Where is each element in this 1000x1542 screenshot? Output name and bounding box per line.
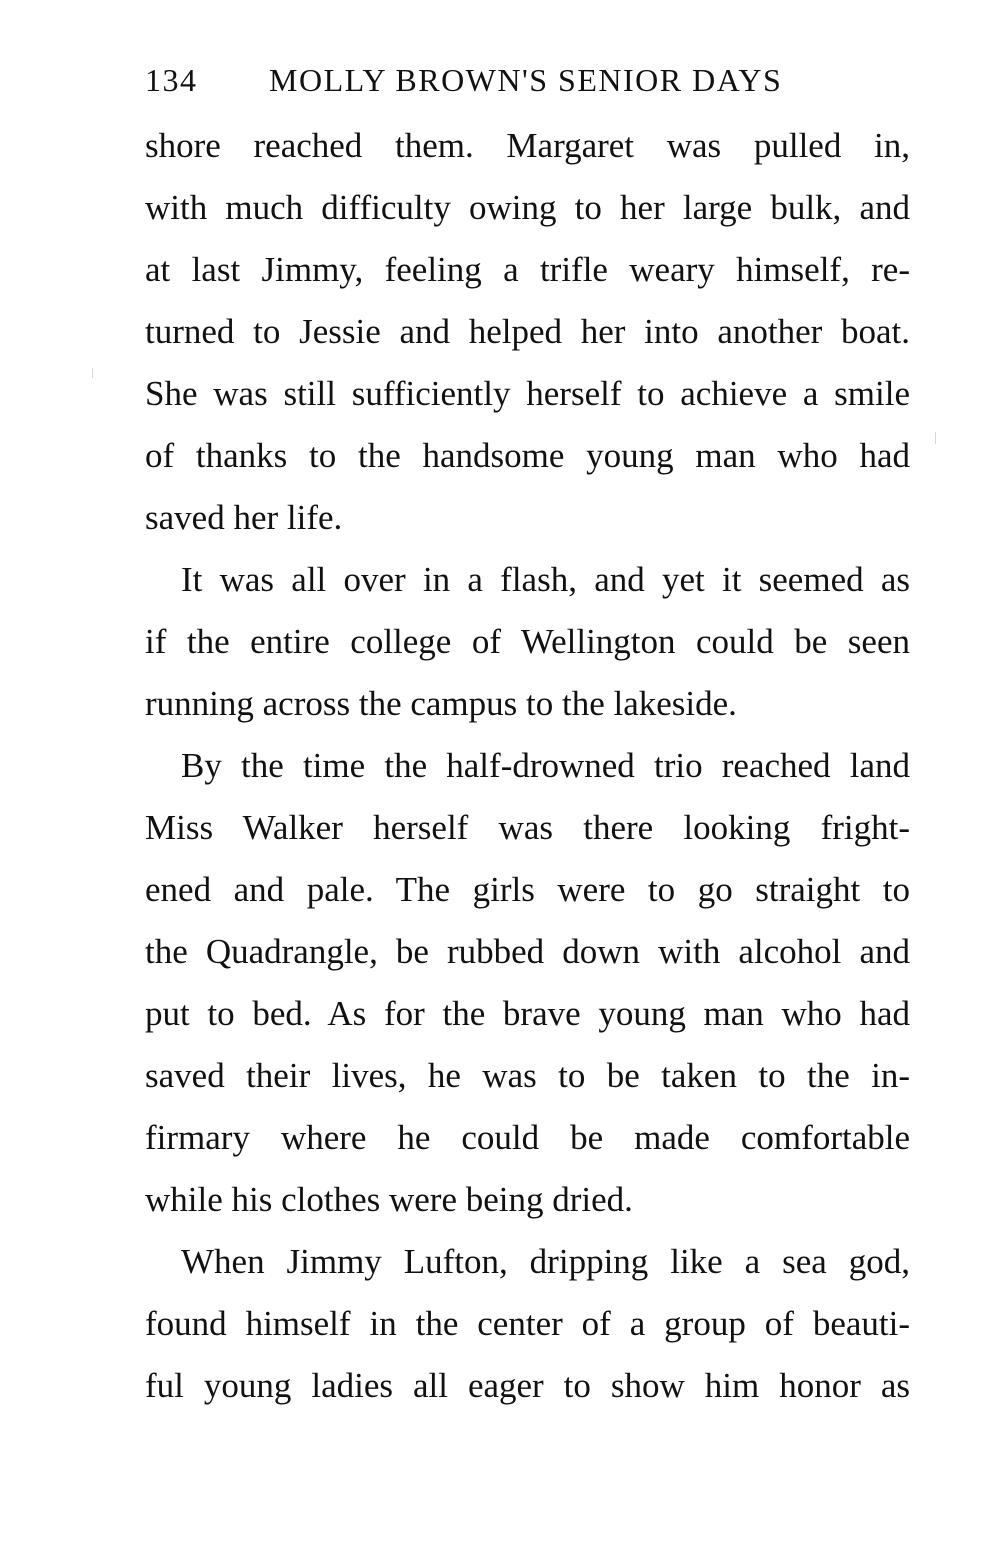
running-head — [145, 58, 915, 102]
text-line: ful young ladies all eager to show him honor as — [145, 1366, 910, 1405]
text-line: Miss Walker herself was there looking fright- — [145, 808, 910, 847]
text-line: if the entire college of Wellington could be seen — [145, 622, 910, 661]
text-line: running across the campus to the lakeside. — [145, 684, 737, 723]
text-line: It was all over in a flash, and yet it seemed as — [181, 560, 910, 599]
text-line: turned to Jessie and helped her into another boat. — [145, 312, 910, 351]
scan-artifact — [92, 368, 93, 378]
body-text — [145, 115, 910, 1417]
text-line: of thanks to the handsome young man who had — [145, 436, 910, 475]
text-line: the Quadrangle, be rubbed down with alcohol and — [145, 932, 910, 971]
text-line: while his clothes were being dried. — [145, 1180, 633, 1219]
text-line: ened and pale. The girls were to go straight to — [145, 870, 910, 909]
text-line: By the time the half-drowned trio reached land — [181, 746, 910, 785]
paragraph-jimmy — [145, 1231, 910, 1417]
text-line: found himself in the center of a group of beauti- — [145, 1304, 910, 1343]
page-number: 134 — [145, 62, 198, 98]
text-line: put to bed. As for the brave young man who had — [145, 994, 910, 1033]
text-line: with much difficulty owing to her large bulk, and — [145, 188, 910, 227]
text-line: shore reached them. Margaret was pulled in, — [145, 126, 910, 165]
paragraph-flash — [145, 549, 910, 735]
text-line: at last Jimmy, feeling a trifle weary himself, re- — [145, 250, 910, 289]
text-line: When Jimmy Lufton, dripping like a sea god, — [181, 1242, 910, 1281]
paragraph-continuation — [145, 115, 910, 549]
text-line: She was still sufficiently herself to achieve a smile — [145, 374, 910, 413]
paragraph-trio — [145, 735, 910, 1231]
text-line: firmary where he could be made comfortable — [145, 1118, 910, 1157]
scan-artifact — [935, 432, 936, 444]
text-line: saved their lives, he was to be taken to the in- — [145, 1056, 910, 1095]
text-line: saved her life. — [145, 498, 343, 537]
book-title: MOLLY BROWN'S SENIOR DAYS — [269, 62, 783, 98]
